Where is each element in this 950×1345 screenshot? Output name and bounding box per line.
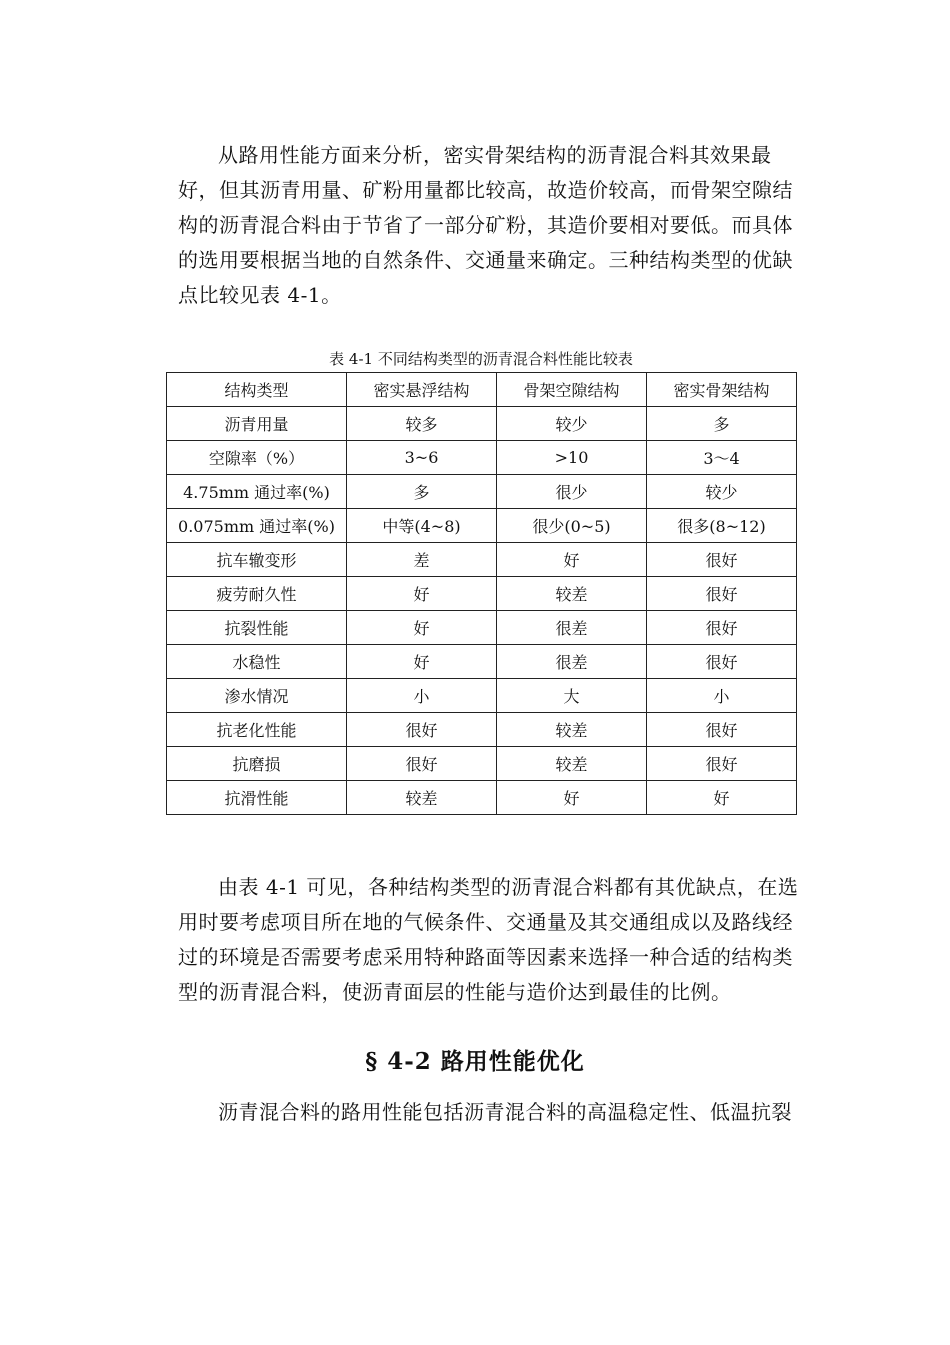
table-row — [167, 577, 797, 611]
row-label-cell: 疲劳耐久性 — [167, 577, 347, 611]
table-cell: 较差 — [497, 713, 647, 747]
paragraph-line: 沥青混合料的路用性能包括沥青混合料的高温稳定性、低温抗裂 — [218, 1100, 792, 1124]
paragraph-line: 构的沥青混合料由于节省了一部分矿粉，其造价要相对要低。而具体 — [178, 213, 793, 237]
table-row — [167, 645, 797, 679]
header-cell: 密实悬浮结构 — [347, 373, 497, 407]
table-cell: 很多(8~12) — [647, 509, 797, 543]
intro-paragraph — [178, 138, 800, 313]
table-cell: 多 — [647, 407, 797, 441]
table-row — [167, 407, 797, 441]
paragraph-line: 用时要考虑项目所在地的气候条件、交通量及其交通组成以及路线经 — [178, 910, 793, 934]
table-cell: 3～4 — [647, 441, 797, 475]
conclusion-paragraph — [178, 870, 800, 1010]
table-caption: 表 4-1 不同结构类型的沥青混合料性能比较表 — [329, 350, 633, 368]
row-label-cell: 沥青用量 — [167, 407, 347, 441]
table-cell: 很好 — [347, 713, 497, 747]
table-row — [167, 509, 797, 543]
table-cell: 较多 — [347, 407, 497, 441]
table-cell: 小 — [347, 679, 497, 713]
table-cell: >10 — [497, 441, 647, 475]
table-row — [167, 611, 797, 645]
table-cell: 好 — [647, 781, 797, 815]
table-cell: 很好 — [647, 645, 797, 679]
table-cell: 较差 — [497, 577, 647, 611]
table-cell: 3~6 — [347, 441, 497, 475]
table-row — [167, 713, 797, 747]
row-label-cell: 空隙率（%） — [167, 441, 347, 475]
paragraph-line: 过的环境是否需要考虑采用特种路面等因素来选择一种合适的结构类 — [178, 945, 793, 969]
table-cell: 中等(4~8) — [347, 509, 497, 543]
table-cell: 很差 — [497, 611, 647, 645]
table-cell: 很好 — [647, 543, 797, 577]
table-cell: 好 — [347, 611, 497, 645]
table-cell: 小 — [647, 679, 797, 713]
paragraph-line: 的选用要根据当地的自然条件、交通量来确定。三种结构类型的优缺 — [178, 248, 793, 272]
table-cell: 好 — [497, 543, 647, 577]
table-cell: 多 — [347, 475, 497, 509]
table-cell: 好 — [347, 577, 497, 611]
row-label-cell: 渗水情况 — [167, 679, 347, 713]
table-cell: 很少(0~5) — [497, 509, 647, 543]
table-cell: 很差 — [497, 645, 647, 679]
header-cell: 结构类型 — [167, 373, 347, 407]
header-cell: 骨架空隙结构 — [497, 373, 647, 407]
paragraph-line: 由表 4-1 可见，各种结构类型的沥青混合料都有其优缺点，在选 — [218, 875, 799, 899]
table-cell: 差 — [347, 543, 497, 577]
row-label-cell: 抗滑性能 — [167, 781, 347, 815]
table-row — [167, 747, 797, 781]
section-paragraph — [178, 1095, 800, 1130]
table-cell: 较少 — [497, 407, 647, 441]
table-cell: 好 — [497, 781, 647, 815]
table-header-row — [167, 373, 797, 407]
row-label-cell: 抗老化性能 — [167, 713, 347, 747]
table-row — [167, 679, 797, 713]
row-label-cell: 0.075mm 通过率(%) — [167, 509, 347, 543]
comparison-table — [166, 372, 797, 815]
header-cell: 密实骨架结构 — [647, 373, 797, 407]
table-cell: 很好 — [647, 713, 797, 747]
table-cell: 较差 — [497, 747, 647, 781]
table-row — [167, 781, 797, 815]
table-cell: 大 — [497, 679, 647, 713]
section-heading: § 4-2 路用性能优化 — [365, 1048, 585, 1075]
row-label-cell: 抗磨损 — [167, 747, 347, 781]
table-row — [167, 543, 797, 577]
table-cell: 很好 — [647, 611, 797, 645]
table-cell: 很好 — [347, 747, 497, 781]
paragraph-line: 型的沥青混合料，使沥青面层的性能与造价达到最佳的比例。 — [178, 980, 732, 1004]
table-cell: 很好 — [647, 577, 797, 611]
paragraph-line: 点比较见表 4-1。 — [178, 283, 342, 307]
row-label-cell: 4.75mm 通过率(%) — [167, 475, 347, 509]
table-row — [167, 475, 797, 509]
paragraph-line: 从路用性能方面来分析，密实骨架结构的沥青混合料其效果最 — [218, 143, 772, 167]
table-cell: 很少 — [497, 475, 647, 509]
table-row — [167, 441, 797, 475]
row-label-cell: 抗裂性能 — [167, 611, 347, 645]
row-label-cell: 抗车辙变形 — [167, 543, 347, 577]
table-cell: 较差 — [347, 781, 497, 815]
table-cell: 很好 — [647, 747, 797, 781]
row-label-cell: 水稳性 — [167, 645, 347, 679]
paragraph-line: 好，但其沥青用量、矿粉用量都比较高，故造价较高，而骨架空隙结 — [178, 178, 793, 202]
table-cell: 好 — [347, 645, 497, 679]
table-cell: 较少 — [647, 475, 797, 509]
